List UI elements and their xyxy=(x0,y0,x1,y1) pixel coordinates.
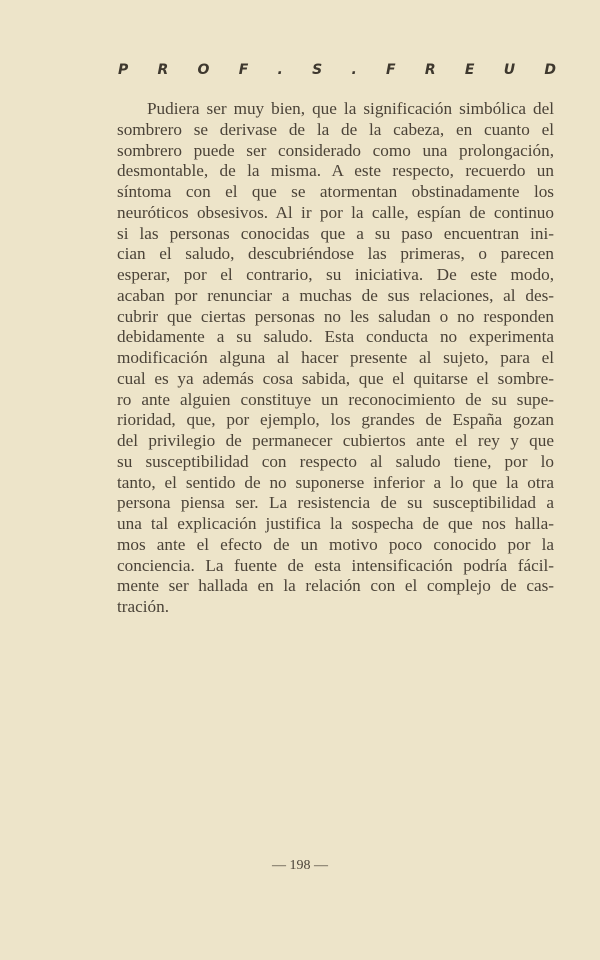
text-line: tanto, el sentido de no suponerse inferior a lo que la otra xyxy=(117,472,554,492)
header-letter: F xyxy=(386,62,396,78)
header-letter: S xyxy=(312,62,323,78)
header-letter: U xyxy=(503,62,516,78)
page-number: — 198 — xyxy=(272,858,328,873)
text-line: su susceptibilidad con respecto al saludo tiene, por lo xyxy=(117,451,554,471)
header-letter: O xyxy=(197,62,210,78)
text-line: cian el saludo, descubriéndose las primeras, o parecen xyxy=(117,244,554,264)
text-line: tración. xyxy=(117,597,170,616)
text-line: mente ser hallada en la relación con el complejo de cas- xyxy=(117,576,554,596)
text-line: del privilegio de permanecer cubiertos ante el rey y que xyxy=(117,431,554,450)
text-line: acaban por renunciar a muchas de sus relaciones, al des- xyxy=(117,285,554,305)
running-header xyxy=(118,62,556,78)
text-line: cual es ya además cosa sabida, que el quitarse el sombre- xyxy=(117,368,554,388)
text-line: una tal explicación justifica la sospecha de que nos halla- xyxy=(117,514,554,533)
text-line: si las personas conocidas que a su paso encuentran ini- xyxy=(117,223,554,243)
header-letter: F xyxy=(238,62,249,78)
text-line: neuróticos obsesivos. Al ir por la calle, espían de continuo xyxy=(117,202,554,222)
header-letter: . xyxy=(277,62,283,78)
text-line: rioridad, que, por ejemplo, los grandes de España gozan xyxy=(117,410,554,430)
header-letter: R xyxy=(157,62,169,78)
text-line: síntoma con el que se atormentan obstinadamente los xyxy=(117,182,554,201)
text-line: sombrero se derivase de la de la cabeza, en cuanto el xyxy=(117,119,554,139)
text-line: ro ante alguien constituye un reconocimiento de su supe- xyxy=(117,389,554,409)
header-letter: R xyxy=(424,62,436,78)
text-line: Pudiera ser muy bien, que la significación simbólica del xyxy=(147,99,554,118)
text-line: sombrero puede ser considerado como una prolongación, xyxy=(117,140,554,160)
text-line: modificación alguna al hacer presente al sujeto, para el xyxy=(117,348,554,367)
text-line: conciencia. La fuente de esta intensificación podría fácil- xyxy=(117,555,554,575)
header-letter: D xyxy=(544,62,556,78)
text-line: mos ante el efecto de un motivo poco conocido por la xyxy=(117,534,554,554)
text-line: persona piensa ser. La resistencia de su susceptibilidad a xyxy=(117,493,554,513)
text-line: cubrir que ciertas personas no les saludan o no responden xyxy=(117,306,554,326)
header-letter: E xyxy=(464,62,475,78)
header-letter: P xyxy=(118,62,129,78)
header-letter: . xyxy=(351,62,357,78)
text-line: debidamente a su saludo. Esta conducta no experimenta xyxy=(117,327,554,347)
body-paragraph xyxy=(117,99,554,618)
text-line: esperar, por el contrario, su iniciativa. De este modo, xyxy=(117,265,554,284)
text-line: desmontable, de la misma. A este respecto, recuerdo un xyxy=(117,161,554,181)
